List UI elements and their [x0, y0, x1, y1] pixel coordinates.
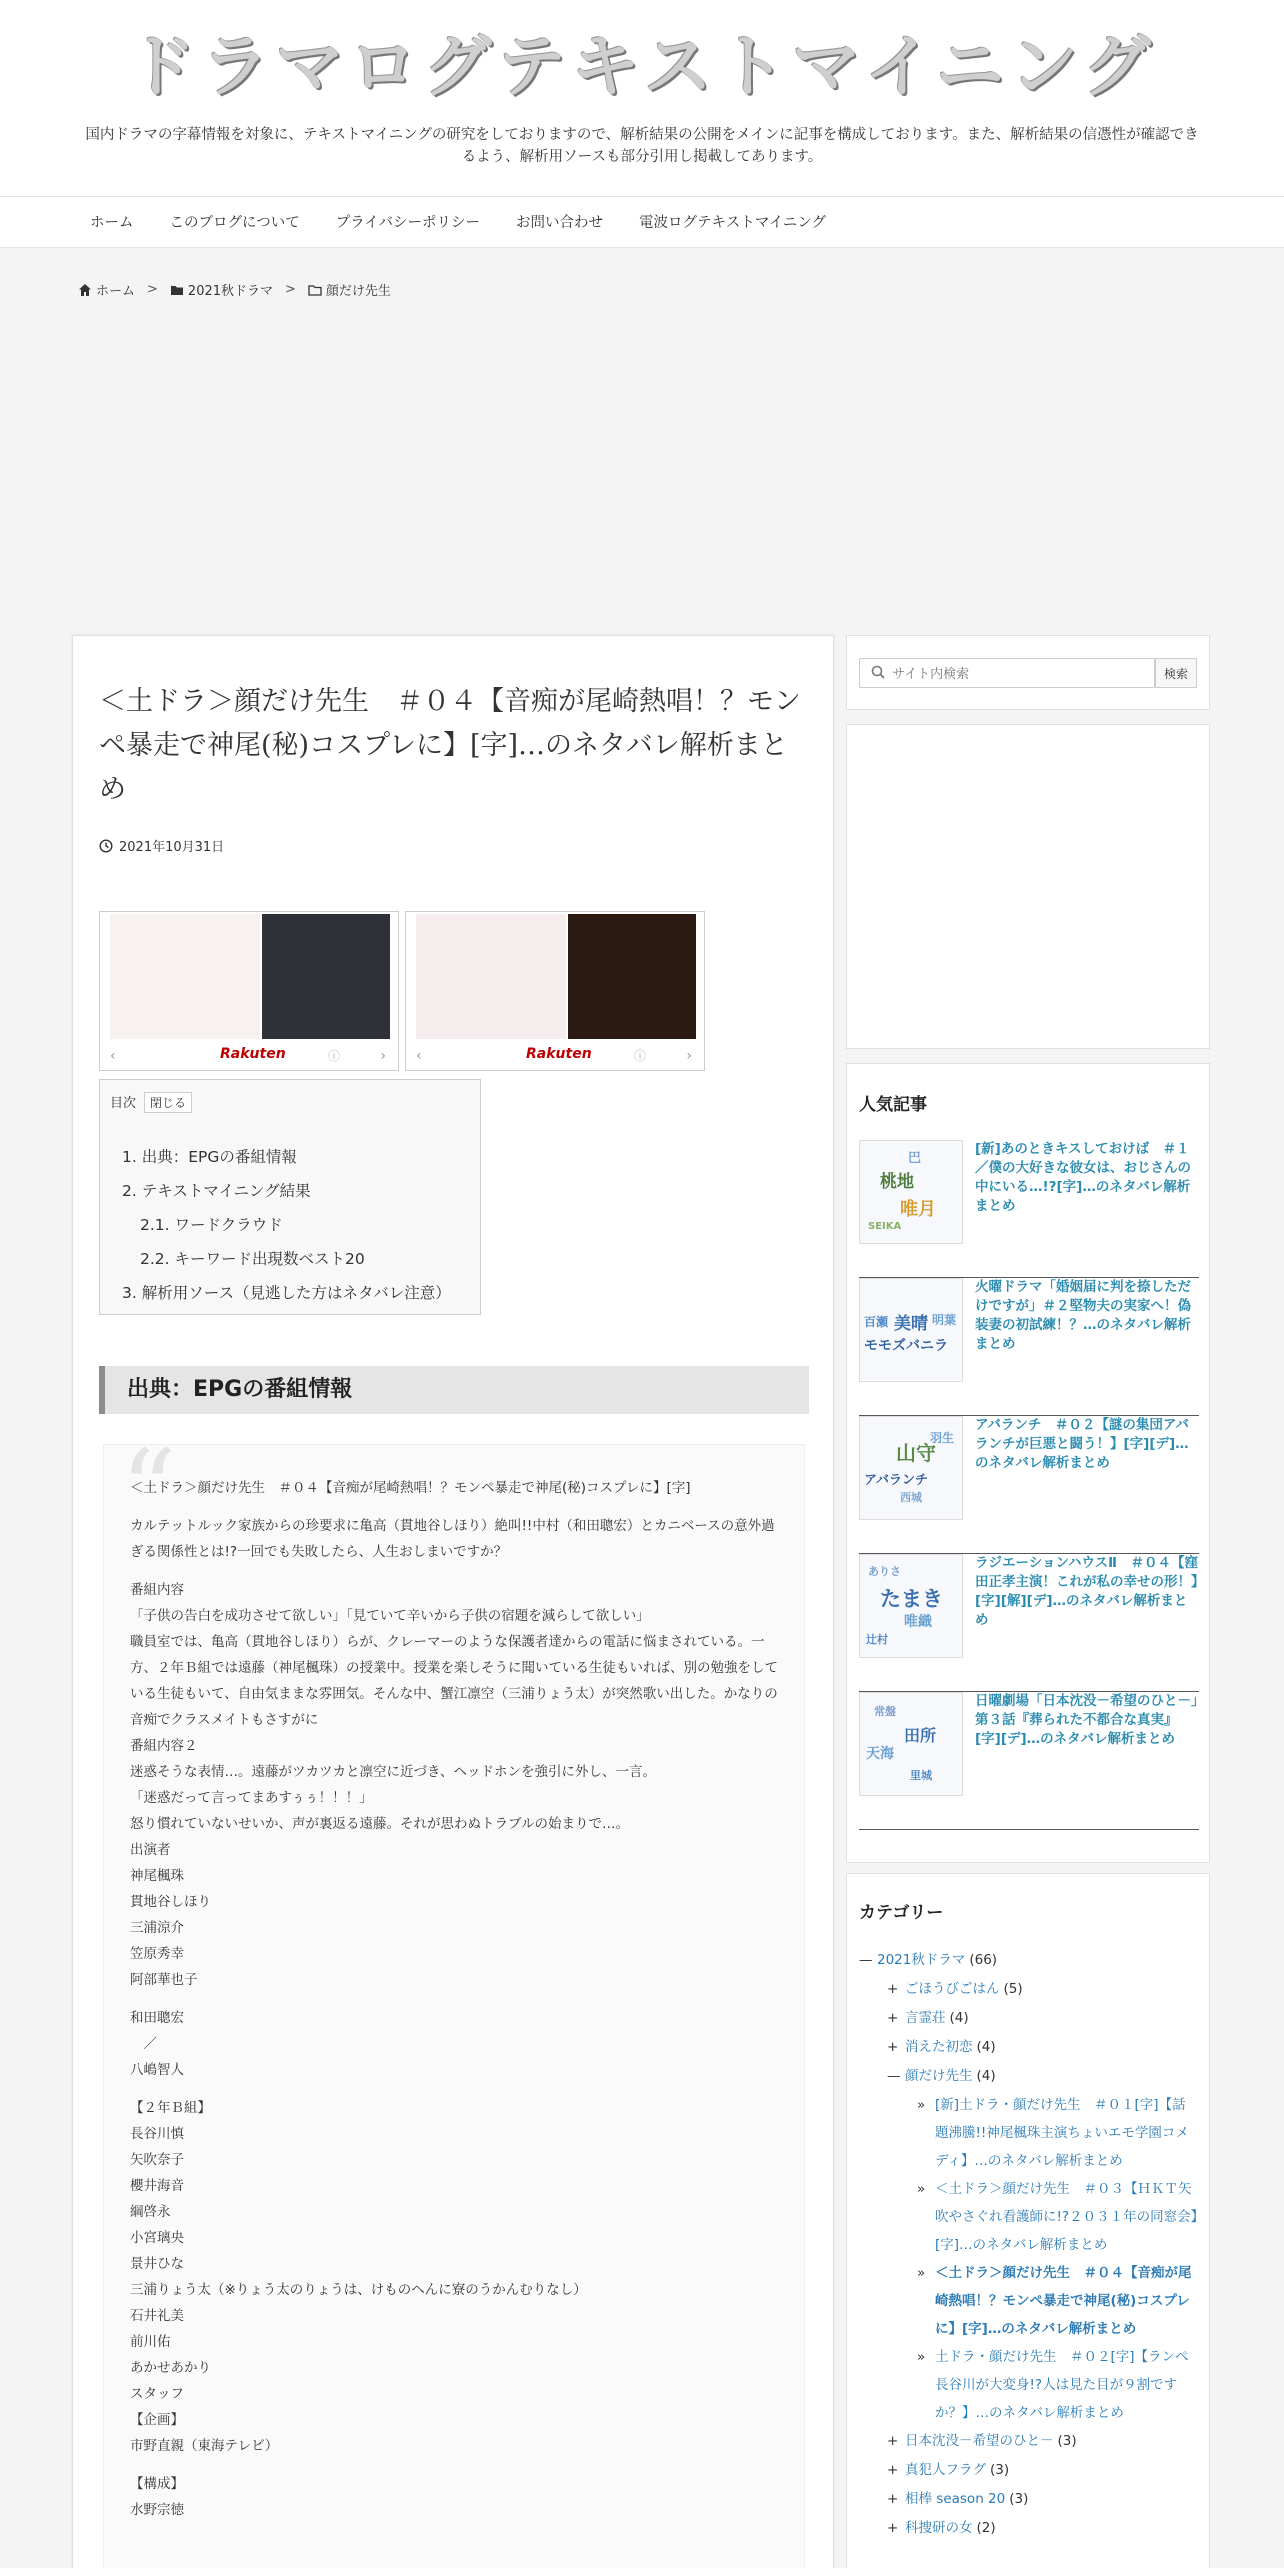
popular-post-title: 火曜ドラマ「婚姻届に判を捺しただけですが」＃２堅物夫の実家へ！偽装妻の初試練！？…のネタバレ解析まとめ	[975, 1279, 1191, 1352]
chevron-right-icon[interactable]: ›	[380, 1048, 386, 1064]
double-chevron-right-icon: »	[917, 2265, 926, 2281]
collapse-icon[interactable]: —	[887, 2068, 901, 2084]
post-date	[99, 836, 224, 855]
ad-brand: Rakuten	[220, 1046, 286, 1062]
category-item	[859, 2485, 1199, 2514]
popular-posts-widget	[846, 1063, 1210, 1863]
cast-name: 貫地谷しほり	[130, 1894, 211, 1910]
double-chevron-right-icon: »	[917, 2097, 926, 2113]
epg-quote	[103, 1426, 805, 2568]
toc-item[interactable]: 2. テキストマイニング結果	[122, 1182, 311, 1200]
ad-brand: Rakuten	[526, 1046, 592, 1062]
expand-icon[interactable]: +	[887, 2039, 899, 2055]
cast-name: 矢吹奈子	[130, 2152, 184, 2168]
search-input[interactable]	[859, 658, 1155, 688]
epg-paragraph: 怒り慣れていないせいか、声が裏返る遠藤。それが思わぬトラブルの始まりで…。	[130, 1816, 629, 1832]
category-post-link[interactable]: 土ドラ・顔だけ先生 ＃０２[字]【ランペ長谷川が大変身!?人は見た目が９割ですか？】…のネタバレ解析まとめ	[935, 2349, 1189, 2421]
wordcloud-thumbnail: 田所 天海 常盤 里城	[859, 1692, 963, 1796]
category-post	[859, 2175, 1199, 2259]
category-count: (5)	[1003, 1981, 1023, 1997]
table-of-contents	[99, 1079, 481, 1315]
category-post	[859, 2343, 1199, 2427]
search-button[interactable]: 検索	[1155, 658, 1197, 688]
breadcrumb-separator: >	[147, 282, 158, 297]
epg-label: 【構成】	[130, 2476, 184, 2492]
nav-privacy[interactable]: プライバシーポリシー	[335, 215, 480, 231]
category-link[interactable]: 言霊荘	[905, 2010, 946, 2026]
nav-about[interactable]: このブログについて	[169, 215, 300, 231]
home-icon	[78, 283, 92, 297]
epg-paragraph: 職員室では、亀高（貫地谷しほり）らが、クレーマーのような保護者達からの電話に悩まされている。一方、２年Ｂ組では遠藤（神尾楓珠）の授業中。授業を楽しそうに聞いている生徒もいれば、別の勉強をしている生徒もいて、自由気ままな雰囲気。そんな中、蟹江凛空（三浦りょう太）が突然歌い出した。かなりの音痴でクラスメイトもさすがに	[130, 1634, 778, 1728]
breadcrumb-separator: >	[285, 282, 296, 297]
cast-name: 小宮璃央	[130, 2230, 184, 2246]
category-item	[859, 2033, 1199, 2062]
epg-paragraph: 「迷惑だって言ってまあすぅぅ！！！」	[130, 1790, 373, 1806]
toc-item[interactable]: 2.1. ワードクラウド	[140, 1216, 283, 1234]
wordcloud-thumbnail: 美晴 明葉 百瀬 モモズバニラ	[859, 1278, 963, 1382]
category-count: (2)	[976, 2520, 996, 2536]
ad-product-image	[110, 914, 260, 1039]
wordcloud-thumbnail: 山守 羽生 アバランチ 西城	[859, 1416, 963, 1520]
toc-toggle-button[interactable]: 閉じる	[144, 1092, 192, 1113]
category-count: (4)	[949, 2010, 969, 2026]
site-description: 国内ドラマの字幕情報を対象に、テキストマイニングの研究をしておりますので、解析結果の公開をメインに記事を構成しております。また、解析結果の信憑性が確認できるよう、解析用ソースも部分引用し掲載してあります。	[85, 127, 1199, 165]
toc-label: 目次	[110, 1096, 137, 1111]
expand-icon[interactable]: +	[887, 1981, 899, 1997]
category-widget	[846, 1873, 1210, 2568]
search-icon	[871, 665, 885, 679]
cast-name: 八嶋智人	[130, 2062, 184, 2078]
category-post	[859, 2259, 1199, 2343]
popular-post[interactable]	[859, 1554, 1199, 1692]
global-nav	[0, 196, 1284, 248]
category-post-link-current[interactable]: ＜土ドラ＞顔だけ先生 ＃０４【音痴が尾崎熱唱！？モンペ暴走で神尾(秘)コスプレに】[字]…のネタバレ解析まとめ	[935, 2265, 1192, 2337]
cast-name: あかせあかり	[130, 2360, 211, 2376]
info-icon[interactable]: ⓘ	[633, 1049, 646, 1063]
category-post	[859, 2091, 1199, 2175]
breadcrumb-home-label: ホーム	[96, 284, 136, 299]
staff-name: 市野直親（東海テレビ）	[130, 2438, 279, 2454]
cast-name: 石井礼美	[130, 2308, 184, 2324]
cast-name: 景井ひな	[130, 2256, 184, 2272]
cast-name: 神尾楓珠	[130, 1868, 184, 1884]
section-heading: 出典：EPGの番組情報	[99, 1366, 809, 1414]
breadcrumb-category-label: 2021秋ドラマ	[187, 284, 274, 299]
category-item	[859, 1975, 1199, 2004]
category-item	[859, 2427, 1199, 2456]
breadcrumb-subcategory[interactable]	[308, 280, 391, 299]
popular-post[interactable]	[859, 1416, 1199, 1554]
wordcloud-thumbnail: たまき 唯織 ありさ 辻村	[859, 1554, 963, 1658]
epg-paragraph: 「子供の告白を成功させて欲しい」「見ていて辛いから子供の宿題を減らして欲しい」	[130, 1608, 650, 1624]
info-icon[interactable]: ⓘ	[327, 1049, 340, 1063]
popular-post[interactable]	[859, 1140, 1199, 1278]
chevron-left-icon[interactable]: ‹	[416, 1048, 422, 1064]
rakuten-ads	[99, 911, 705, 1071]
nav-contact[interactable]: お問い合わせ	[516, 215, 603, 231]
category-count: (66)	[969, 1952, 998, 1968]
popular-title: 人気記事	[859, 1095, 927, 1115]
nav-denpa-log[interactable]: 電波ログテキストマイニング	[639, 215, 827, 231]
popular-post-title: アバランチ ＃０２【謎の集団アバランチが巨悪と闘う！】[字][デ]…のネタバレ解析まとめ	[975, 1417, 1189, 1471]
popular-post-title: 日曜劇場「日本沈没－希望のひと－」第３話『葬られた不都合な真実』[字][デ]…のネタバレ解析まとめ	[975, 1693, 1198, 1747]
expand-icon[interactable]: +	[887, 2520, 899, 2536]
double-chevron-right-icon: »	[917, 2349, 926, 2365]
ad-product-image	[568, 914, 696, 1039]
quote-icon: “	[120, 1426, 177, 1554]
nav-home[interactable]: ホーム	[90, 215, 134, 231]
folder-open-icon	[308, 283, 322, 297]
popular-post[interactable]	[859, 1692, 1199, 1830]
category-item	[859, 2514, 1199, 2543]
popular-post-title: [新]あのときキスしておけば ＃１／僕の大好きな彼女は、おじさんの中にいる…!?[字]…のネタバレ解析まとめ	[975, 1141, 1191, 1214]
site-header	[0, 0, 1284, 196]
clock-icon	[99, 839, 113, 853]
expand-icon[interactable]: +	[887, 2491, 899, 2507]
category-link[interactable]: 相棒 season 20	[905, 2491, 1006, 2507]
staff-name: 水野宗徳	[130, 2502, 184, 2518]
epg-label: 【２年Ｂ組】	[130, 2100, 211, 2116]
cast-name: 前川佑	[130, 2334, 171, 2350]
category-link[interactable]: 真犯人フラグ	[905, 2462, 986, 2478]
category-link[interactable]: 2021秋ドラマ	[877, 1952, 966, 1968]
cast-name: ／	[130, 2036, 157, 2052]
epg-summary: カルテットルック家族からの珍要求に亀高（貫地谷しほり）絶叫!!中村（和田聰宏）とカニベースの意外過ぎる関係性とは!?一回でも失敗したら、人生おしまいですか？	[130, 1518, 775, 1560]
ad-banner[interactable]	[99, 911, 399, 1071]
post-date-text: 2021年10月31日	[119, 840, 225, 855]
breadcrumb-home[interactable]	[78, 280, 135, 299]
breadcrumb-category[interactable]	[170, 280, 273, 299]
category-count: (3)	[1057, 2433, 1077, 2449]
wordcloud-thumbnail: 桃地 唯月 巴 SEIKA	[859, 1140, 963, 1244]
breadcrumb-subcategory-label: 顔だけ先生	[325, 284, 391, 299]
cast-name: 長谷川慎	[130, 2126, 184, 2142]
category-count: (3)	[990, 2462, 1010, 2478]
category-item	[859, 2062, 1199, 2091]
epg-label: 【企画】	[130, 2412, 184, 2428]
epg-label: 番組内容２	[130, 1738, 198, 1754]
cast-name: 櫻井海音	[130, 2178, 184, 2194]
site-logo[interactable]: ドラマログテキストマイニング	[127, 28, 1157, 107]
double-chevron-right-icon: »	[917, 2181, 926, 2197]
ad-product-image	[262, 914, 390, 1039]
folder-icon	[170, 283, 184, 297]
toc-item[interactable]: 2.2. キーワード出現数ベスト20	[140, 1250, 365, 1268]
ad-product-image	[416, 914, 566, 1039]
epg-label: スタッフ	[130, 2386, 184, 2402]
cast-name: 綱啓永	[130, 2204, 171, 2220]
category-link[interactable]: 消えた初恋	[905, 2039, 973, 2055]
chevron-right-icon[interactable]: ›	[686, 1048, 692, 1064]
breadcrumb	[78, 280, 391, 299]
category-link[interactable]: ごほうびごはん	[905, 1981, 1000, 1997]
article	[72, 635, 834, 2568]
category-item	[859, 2456, 1199, 2485]
expand-icon[interactable]: +	[887, 2462, 899, 2478]
category-count: (4)	[976, 2039, 996, 2055]
toc-item[interactable]: 3. 解析用ソース（見逃した方はネタバレ注意）	[122, 1284, 451, 1302]
category-title: カテゴリー	[859, 1903, 944, 1923]
cast-name: 笠原秀幸	[130, 1946, 184, 1962]
cast-name: 三浦涼介	[130, 1920, 184, 1936]
category-post-link[interactable]: [新]土ドラ・顔だけ先生 ＃０１[字]【話題沸騰!!神尾楓珠主演ちょいエモ学園コメディ】…のネタバレ解析まとめ	[935, 2097, 1189, 2169]
epg-paragraph: 迷惑そうな表情…。遠藤がツカツカと凛空に近づき、ヘッドホンを強引に外し、一言。	[130, 1764, 656, 1780]
popular-post[interactable]	[859, 1278, 1199, 1416]
expand-icon[interactable]: +	[887, 2010, 899, 2026]
category-item	[859, 2004, 1199, 2033]
cast-name: 三浦りょう太（※りょう太のりょうは、けものへんに寮のうかんむりなし）	[130, 2282, 587, 2298]
category-item	[859, 1946, 1199, 1975]
popular-post-title: ラジエーションハウスⅡ ＃０４【窪田正孝主演！これが私の幸せの形！】[字][解][デ]…のネタバレ解析まとめ	[975, 1555, 1199, 1628]
epg-label: 出演者	[130, 1842, 171, 1858]
chevron-left-icon[interactable]: ‹	[110, 1048, 116, 1064]
epg-title: ＜土ドラ＞顔だけ先生 ＃０４【音痴が尾崎熱唱！？モンペ暴走で神尾(秘)コスプレに】[字]	[130, 1480, 691, 1496]
ad-banner[interactable]	[405, 911, 705, 1071]
category-link[interactable]: 顔だけ先生	[905, 2068, 973, 2084]
category-count: (3)	[1009, 2491, 1029, 2507]
search-widget	[846, 635, 1210, 710]
toc-item[interactable]: 1. 出典：EPGの番組情報	[122, 1148, 297, 1166]
collapse-icon[interactable]: —	[859, 1952, 873, 1968]
article-title: ＜土ドラ＞顔だけ先生 ＃０４【音痴が尾崎熱唱！？モンペ暴走で神尾(秘)コスプレに】[字]…のネタバレ解析まとめ	[99, 686, 801, 805]
expand-icon[interactable]: +	[887, 2433, 899, 2449]
sidebar-ad-slot	[846, 724, 1210, 1049]
epg-label: 番組内容	[130, 1582, 184, 1598]
category-post-link[interactable]: ＜土ドラ＞顔だけ先生 ＃０３【ＨＫＴ矢吹やさぐれ看護師に!?２０３１年の同窓会】[字]…のネタバレ解析まとめ	[935, 2181, 1198, 2253]
cast-name: 和田聰宏	[130, 2010, 184, 2026]
category-link[interactable]: 日本沈没－希望のひと－	[905, 2433, 1054, 2449]
category-link[interactable]: 科捜研の女	[905, 2520, 973, 2536]
category-count: (4)	[976, 2068, 996, 2084]
cast-name: 阿部華也子	[130, 1972, 198, 1988]
